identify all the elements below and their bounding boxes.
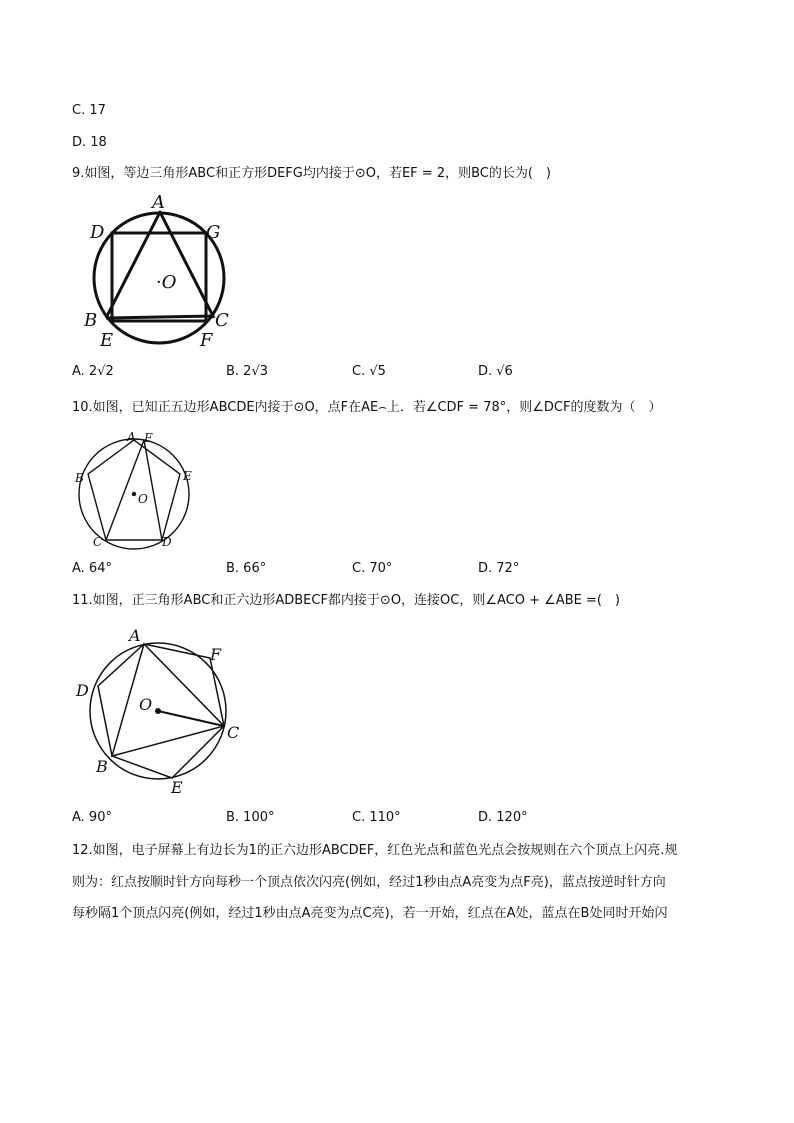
triangle-abc [112, 644, 224, 756]
triangle-abc [106, 212, 214, 318]
label-f: F [200, 330, 213, 351]
center-dot [155, 708, 161, 714]
question-10-text: 10.如图，已知正五边形ABCDE内接于⊙O，点F在AE⌢上．若∠CDF = 78°，则∠DCF的度数为（ ） [72, 400, 662, 415]
figure-q10 [72, 428, 202, 552]
option-d: D. √6 [478, 364, 513, 379]
option-d: D. 72° [478, 561, 520, 576]
label-a: A [127, 430, 136, 444]
option-d: D. 120° [478, 810, 528, 825]
question-12-line-3: 每秒隔1个顶点闪亮(例如，经过1秒由点A亮变为点C亮)，若一开始，红点在A处，蓝点在B处同时开始闪 [72, 906, 668, 921]
figure-q11 [72, 622, 252, 800]
label-d: D [90, 222, 105, 243]
figure-q9 [72, 192, 262, 352]
segment-cf [106, 440, 144, 540]
label-f: F [144, 431, 153, 445]
option-a: A. 64° [72, 561, 112, 576]
option-d-prev: D. 18 [72, 135, 107, 150]
option-c: C. √5 [352, 364, 386, 379]
option-a: A. 90° [72, 810, 112, 825]
option-a: A. 2√2 [72, 364, 114, 379]
question-9-text: 9.如图，等边三角形ABC和正方形DEFG均内接于⊙O，若EF = 2，则BC的长为( ) [72, 166, 551, 181]
option-c-prev: C. 17 [72, 103, 106, 118]
label-b: B [75, 471, 84, 485]
label-d: D [162, 535, 172, 549]
center-dot [132, 492, 136, 496]
label-o: O [139, 695, 153, 714]
side-bc [106, 316, 214, 318]
option-b: B. 66° [226, 561, 267, 576]
options-q11 [72, 810, 632, 828]
label-d: D [76, 681, 89, 700]
pentagon-abcde [88, 440, 180, 540]
options-q10 [72, 561, 632, 579]
label-g: G [206, 222, 221, 243]
option-b: B. 100° [226, 810, 275, 825]
label-a: A [129, 626, 141, 645]
label-o: ·O [156, 272, 177, 293]
option-c: C. 110° [352, 810, 401, 825]
option-b: B. 2√3 [226, 364, 269, 379]
label-b: B [96, 757, 108, 776]
options-q9 [72, 364, 632, 382]
label-b: B [84, 310, 98, 331]
segment-df [144, 440, 162, 540]
segment-oc [158, 711, 224, 726]
question-12-line-1: 12.如图，电子屏幕上有边长为1的正六边形ABCDEF，红色光点和蓝色光点会按规则在六个顶点上闪亮.规 [72, 843, 678, 858]
label-c: C [215, 310, 229, 331]
label-e: E [171, 778, 183, 797]
question-12-line-2: 则为：红点按顺时针方向每秒一个顶点依次闪亮(例如，经过1秒由点A亮变为点F亮)，蓝点按逆时针方向 [72, 875, 666, 890]
label-o: O [138, 492, 148, 506]
label-c: C [93, 535, 103, 549]
question-11-text: 11.如图，正三角形ABC和正六边形ADBECF都内接于⊙O，连接OC，则∠ACO + ∠ABE =( ) [72, 593, 620, 608]
option-c: C. 70° [352, 561, 393, 576]
label-f: F [210, 645, 222, 664]
label-c: C [227, 723, 240, 742]
label-e: E [100, 330, 114, 351]
label-e: E [183, 469, 192, 483]
label-a: A [152, 192, 165, 213]
